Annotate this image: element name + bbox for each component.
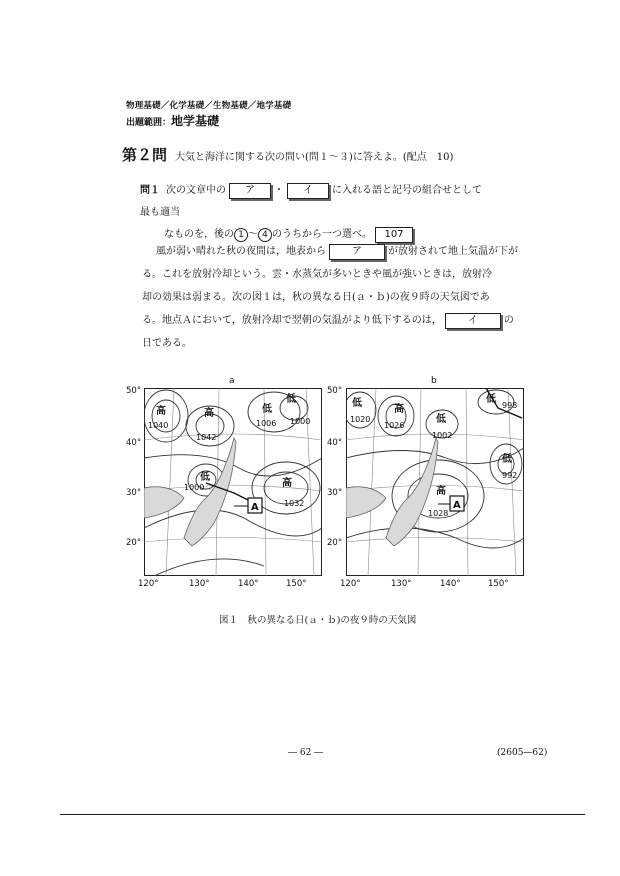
q1-text-a: 次の文章中の [166,185,226,196]
passage-s2: が放射されて地上気温が下が [388,246,518,257]
q1-block [140,180,490,246]
scope-line [126,112,219,129]
passage-line5: 日である。 [142,338,192,349]
map-b-low4-value: 992 [502,471,518,480]
q1-text-c: なものを，後の [164,229,234,240]
passage-s6: の [503,315,514,326]
lat-label-50-b: 50° [327,386,343,396]
map-a-low3: 低 [200,472,210,483]
map-b-high1: 高 [394,404,404,415]
choice-first-icon: 1 [234,228,248,242]
passage-line3: 却の効果は弱まる。次の図１は，秋の異なる日(ａ・ｂ)の夜９時の天気図であ [142,292,490,303]
map-a-low2: 低 [286,394,296,405]
lat-label-30-a: 30° [126,488,142,498]
lat-label-20-b: 20° [327,538,343,548]
map-a-high3-value: 1032 [284,499,305,508]
map-a-low1-value: 1006 [256,419,277,428]
map-b-label: b [431,376,437,386]
map-b-high1-value: 1026 [384,421,405,430]
q1-label: 問１ [140,185,160,196]
q1-dot: ・ [274,185,284,196]
lat-label-40-a: 40° [126,438,142,448]
map-a-label: a [229,376,235,386]
weather-map-a [144,388,322,576]
lat-label-50-a: 50° [126,386,142,396]
map-a-point: A [251,502,259,513]
passage-line2: る。これを放射冷却という。雲・水蒸気が多いときや風が強いときは，放射冷 [142,269,492,280]
subjects-line: 物理基礎／化学基礎／生物基礎／地学基礎 [126,101,292,111]
lon-label-140-b: 140° [440,579,461,589]
figure-caption: 図１ 秋の異なる日(ａ・ｂ)の夜９時の天気図 [219,615,417,626]
map-b-high2-value: 1028 [428,509,449,518]
passage-line1 [142,240,522,263]
map-b-low1-value: 1020 [350,415,371,424]
map-b-low1: 低 [352,398,362,409]
map-a-low2-value: 1000 [290,417,311,426]
q1-text-d: のうちから一つ選べ。 [272,229,372,240]
map-b-low2-value: 998 [502,401,518,410]
page-number: ― 62 ― [288,748,324,758]
map-b-low3-value: 1002 [432,431,453,440]
map-a-low3-value: 1000 [184,483,205,492]
bottom-rule [60,814,585,815]
q1-line1 [140,180,490,224]
lon-label-120-a: 120° [138,579,159,589]
map-b-low2: 低 [486,394,496,405]
map-a-low1: 低 [262,404,272,415]
map-b-point: A [453,500,461,511]
blank-b-box: イ [287,183,329,199]
map-a-high1-value: 1040 [148,421,169,430]
passage [142,240,522,355]
passage-blank-b: イ [445,313,501,329]
lon-label-130-a: 130° [189,579,210,589]
weather-map-b [346,388,524,576]
map-a-high2-value: 1042 [196,433,217,442]
passage-s1: 風が弱い晴れた秋の夜間は，地表から [156,246,326,257]
lat-label-20-a: 20° [126,538,142,548]
question-instruction: 大気と海洋に関する次の問い(問１～３)に答えよ。(配点 10) [175,152,454,163]
blank-a-box: ア [229,183,271,199]
lon-label-130-b: 130° [391,579,412,589]
map-a-high3: 高 [282,478,292,489]
question-number: 第２問 [122,146,168,164]
answer-code-box: 107 [375,227,413,243]
lat-label-30-b: 30° [327,488,343,498]
choice-last-icon: 4 [258,228,272,242]
lon-label-150-a: 150° [286,579,307,589]
map-b-low4: 低 [502,454,512,465]
lat-label-40-b: 40° [327,438,343,448]
lon-label-150-b: 150° [488,579,509,589]
q1-text-b: に入れる語と記号の組合せとして最も適当 [140,185,482,218]
scope-label: 出題範囲： [126,118,172,128]
scope-value: 地学基礎 [171,114,220,128]
page-code: (2605―62) [497,748,548,758]
lon-label-120-b: 120° [340,579,361,589]
question-heading [122,144,453,165]
passage-s5: る。地点Ａにおいて，放射冷却で翌朝の気温がより低下するのは， [142,315,442,326]
map-b-low3: 低 [436,414,446,425]
lon-label-140-a: 140° [238,579,259,589]
passage-blank-a: ア [329,244,385,260]
map-b-high2: 高 [436,486,446,497]
q1-tilde: ～ [248,229,258,240]
passage-line4 [142,309,522,332]
map-a-high2: 高 [204,408,214,419]
map-a-high1: 高 [156,406,166,417]
